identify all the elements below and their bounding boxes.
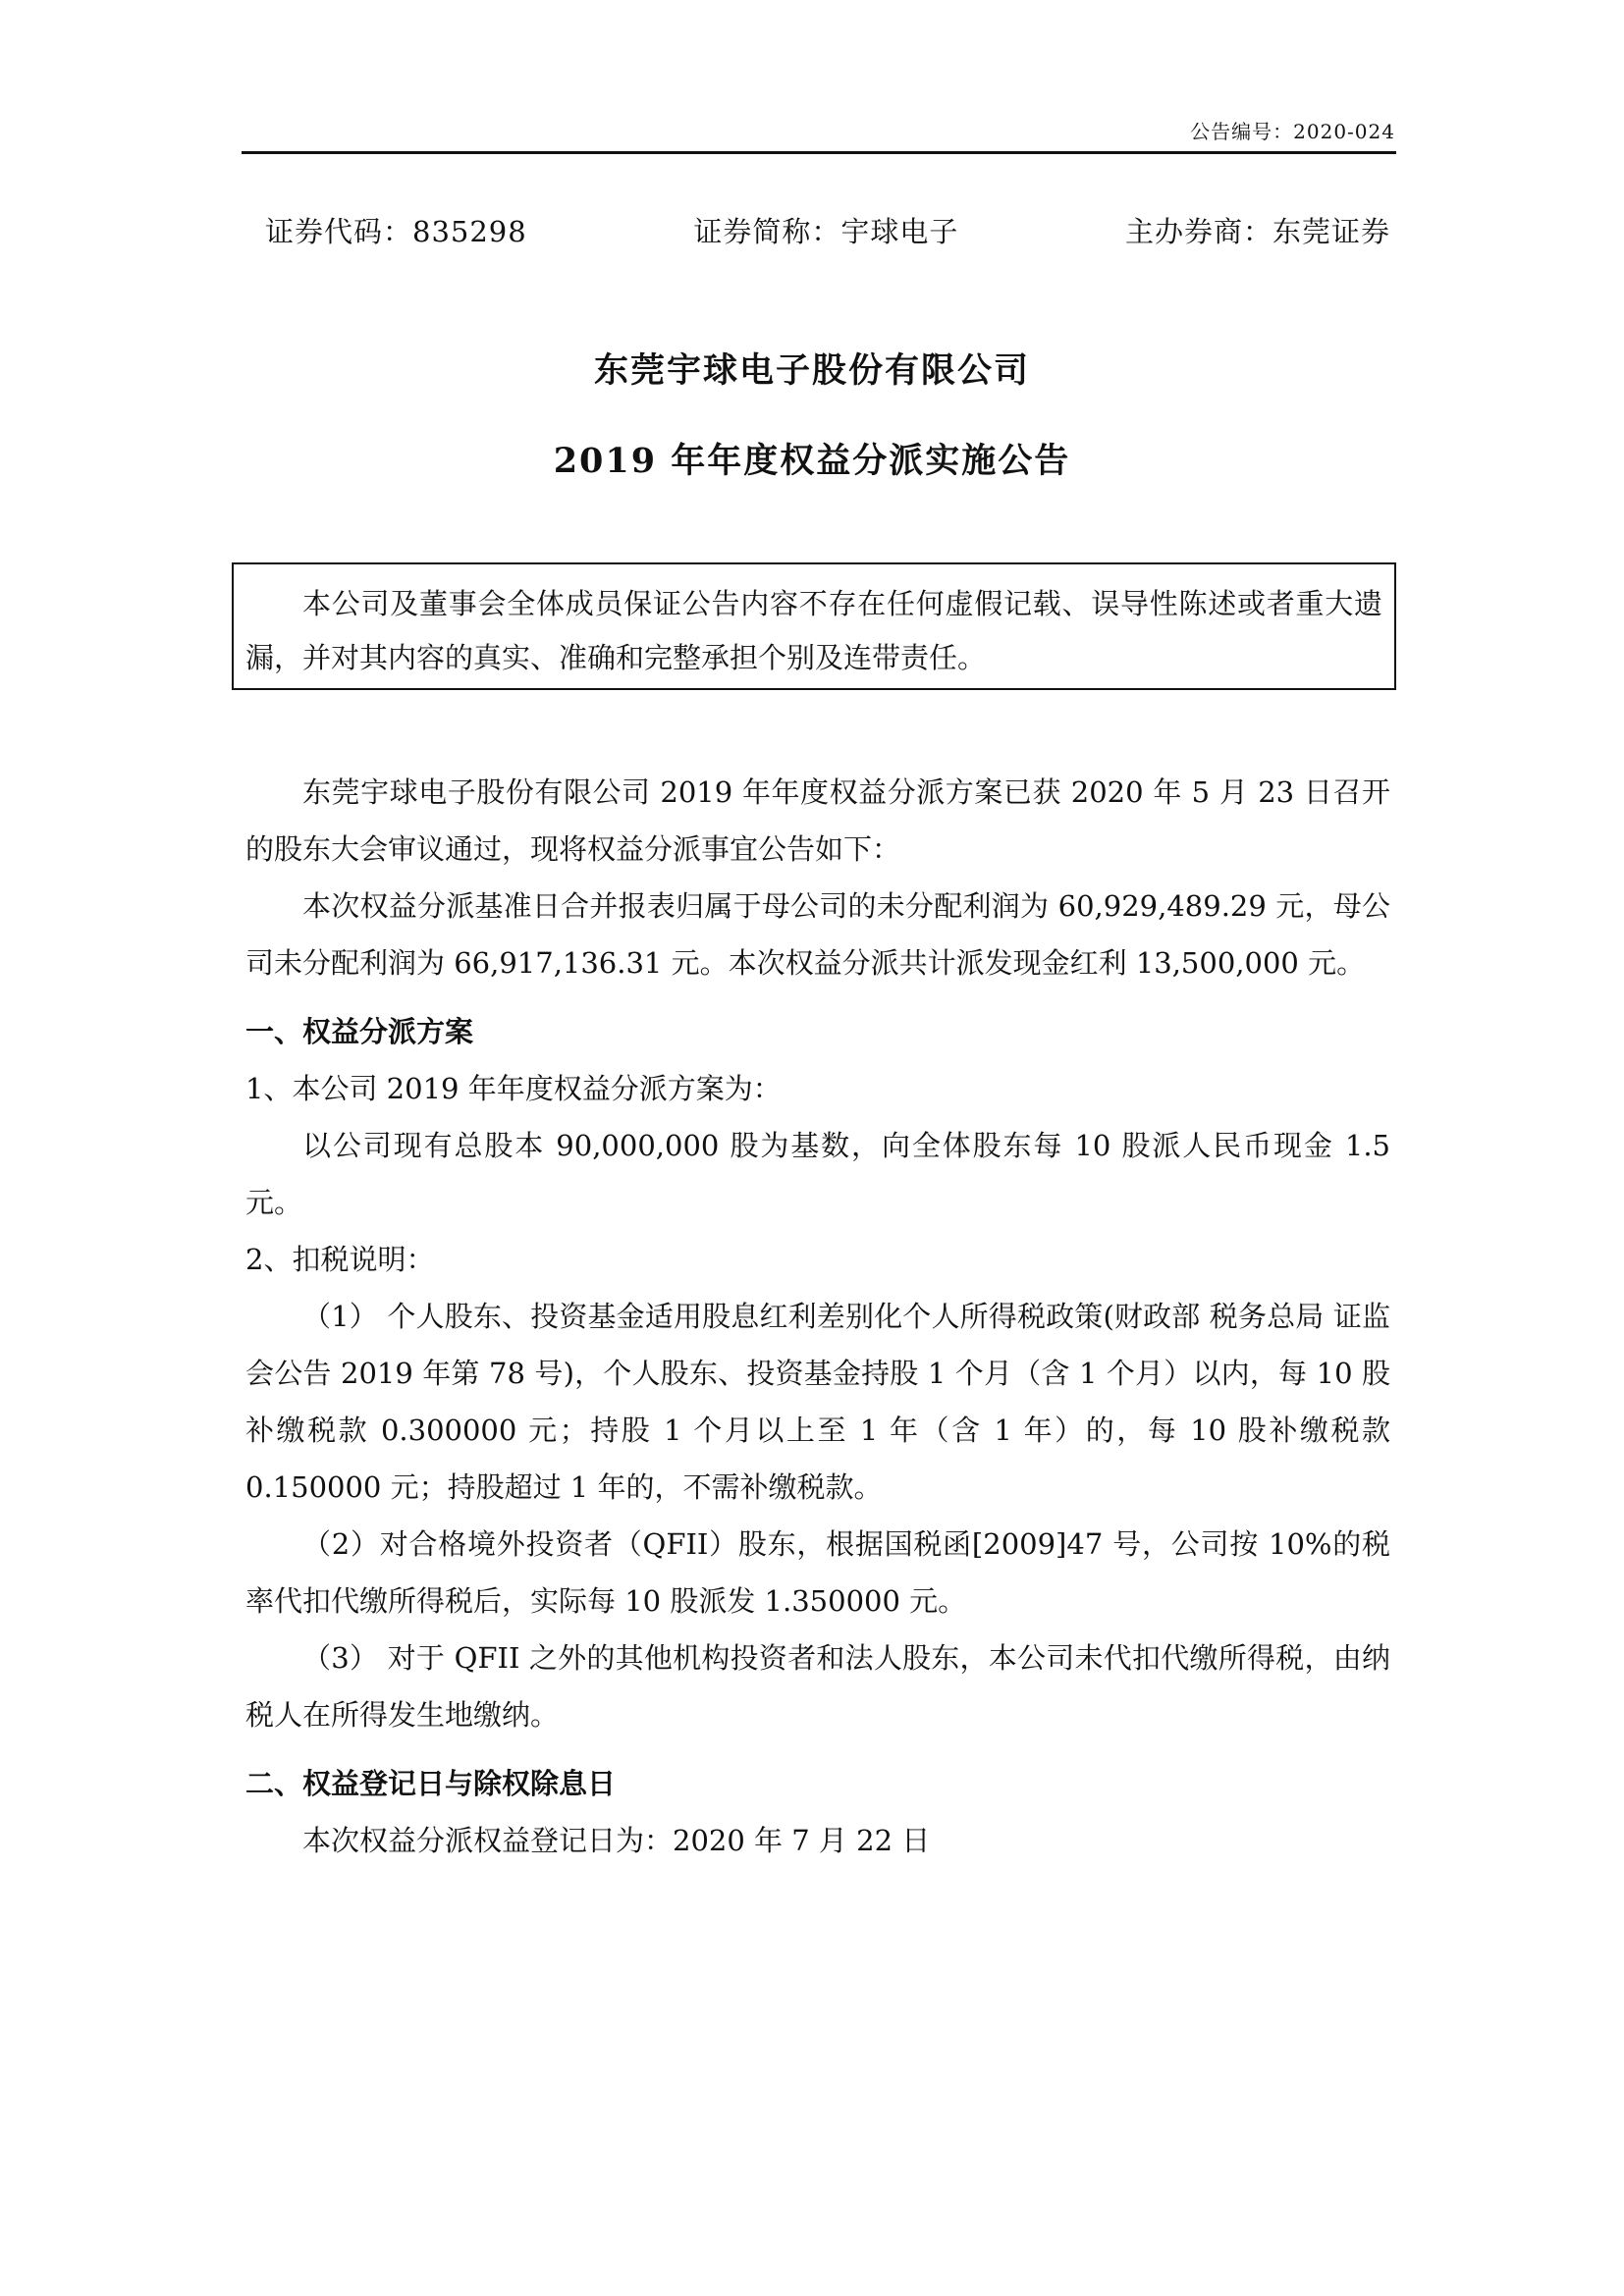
disclaimer-box xyxy=(232,562,1396,690)
announcement-title: 2019 年年度权益分派实施公告 xyxy=(553,441,1071,481)
tax-note-2: （2）对合格境外投资者（QFII）股东，根据国税函[2009]47 号，公司按 10%的税率代扣代缴所得税后，实际每 10 股派发 1.350000 元。 xyxy=(245,1527,1390,1618)
securities-short-name: 证券简称：宇球电子 xyxy=(693,215,959,248)
section-heading-dates: 二、权益登记日与除权除息日 xyxy=(245,1767,617,1800)
plan-item-2: 2、扣税说明： xyxy=(245,1243,435,1276)
intro-paragraph: 东莞宇球电子股份有限公司 2019 年年度权益分派方案已获 2020 年 5 月 23 日召开的股东大会审议通过，现将权益分派事宜公告如下： xyxy=(245,775,1390,866)
disclaimer-text: 本公司及董事会全体成员保证公告内容不存在任何虚假记载、误导性陈述或者重大遗漏，并对其内容的真实、准确和完整承担个别及连带责任。 xyxy=(245,587,1382,674)
spacer xyxy=(245,1743,1390,1755)
sponsor-broker: 主办券商：东莞证券 xyxy=(1124,215,1390,248)
tax-note-3: （3） 对于 QFII 之外的其他机构投资者和法人股东，本公司未代扣代缴所得税，由纳税人在所得发生地缴纳。 xyxy=(245,1641,1390,1732)
plan-item-1: 1、本公司 2019 年年度权益分派方案为： xyxy=(245,1072,782,1105)
profit-paragraph: 本次权益分派基准日合并报表归属于母公司的未分配利润为 60,929,489.29 元，母公司未分配利润为 66,917,136.31 元。本次权益分派共计派发现金红利 13,500,000 元。 xyxy=(245,889,1390,980)
announcement-body xyxy=(245,764,1390,1869)
section-heading-plan: 一、权益分派方案 xyxy=(245,1015,474,1048)
tax-note-1: （1） 个人股东、投资基金适用股息红利差别化个人所得税政策(财政部 税务总局 证监会公告 2019 年第 78 号)，个人股东、投资基金持股 1 个月（含 1 个月）以内，每 10 股补缴税款 0.300000 元；持股 1 个月以上至 1 年（含 1 年）的，每 10 股补缴税款 0.150000 元；持股超过 1 年的，不需补缴税款。 xyxy=(245,1300,1390,1504)
securities-info-row xyxy=(265,210,1390,250)
company-title: 东莞宇球电子股份有限公司 xyxy=(593,350,1030,391)
securities-code: 证券代码：835298 xyxy=(265,215,527,248)
announcement-number: 公告编号：2020-024 xyxy=(1190,120,1395,143)
header-rule xyxy=(242,151,1396,154)
spacer xyxy=(245,991,1390,1003)
plan-item-1-detail: 以公司现有总股本 90,000,000 股为基数，向全体股东每 10 股派人民币现金 1.5 元。 xyxy=(245,1129,1390,1219)
record-date-line: 本次权益分派权益登记日为：2020 年 7 月 22 日 xyxy=(302,1824,931,1857)
